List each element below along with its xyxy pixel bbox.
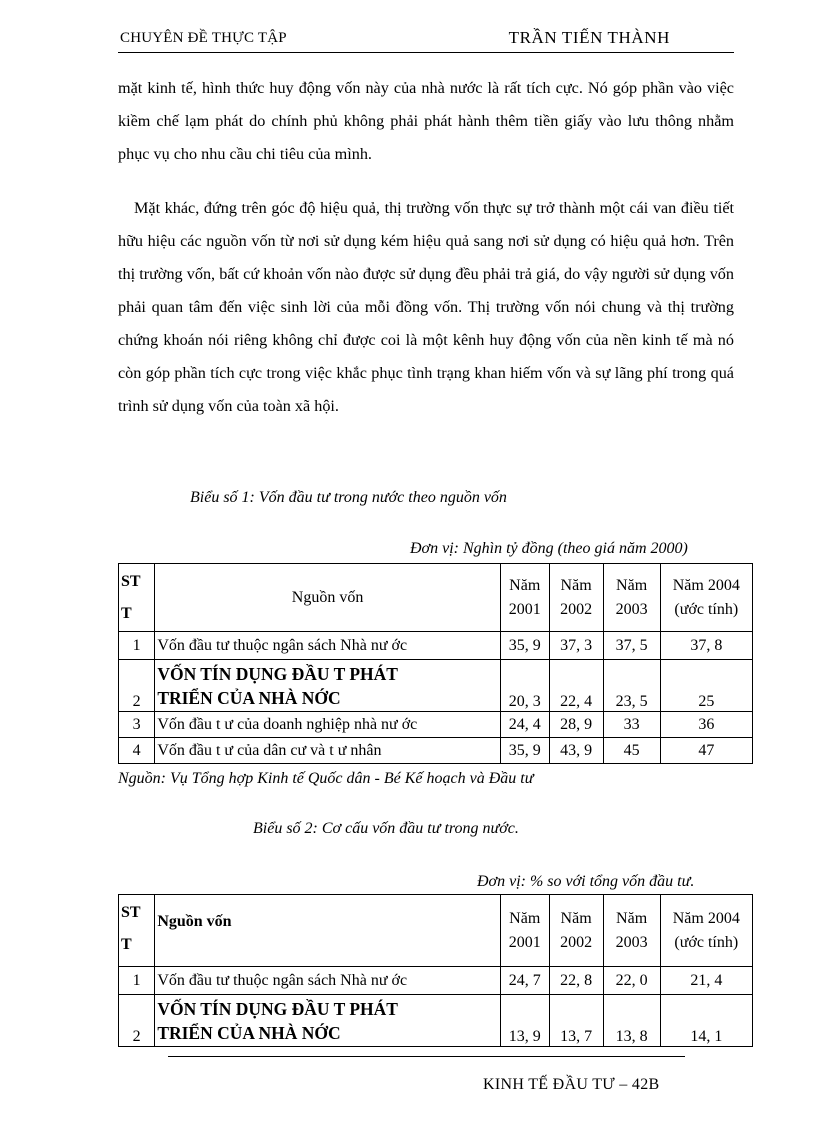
table2-caption: Biểu số 2: Cơ cấu vốn đầu tư trong nước.	[253, 820, 519, 837]
cell-stt: 4	[119, 738, 155, 764]
cell-value: 45	[603, 738, 660, 764]
cell-value: 25	[660, 660, 752, 712]
cell-source: VỐN TÍN DỤNG ĐẦU T PHÁT TRIỂN CỦA NHÀ NỚC	[155, 995, 501, 1047]
cell-value: 23, 5	[603, 660, 660, 712]
cell-stt: 2	[119, 995, 155, 1047]
cell-value: 13, 7	[549, 995, 603, 1047]
cell-source: Vốn đầu t ư của dân cư và t ư nhân	[155, 738, 501, 764]
cell-source: VỐN TÍN DỤNG ĐẦU T PHÁT TRIỂN CỦA NHÀ NỚC	[155, 660, 501, 712]
col-header-2001: Năm 2001	[500, 895, 549, 967]
cell-value: 43, 9	[549, 738, 603, 764]
table-row	[119, 632, 753, 660]
paragraph-2: Mặt khác, đứng trên góc độ hiệu quả, thị trường vốn thực sự trở thành một cái van điều tiết hữu hiệu các nguồn vốn từ nơi sử dụng kém hiệu quả sang nơi sử dụng có hiệu quả hơn. Trên thị trường vốn, bất cứ khoản vốn nào được sử dụng đều phải trả giá, do vậy người sử dụng vốn phải quan tâm đến việc sinh lời của mỗi đồng vốn. Thị trường vốn nói chung và thị trường chứng khoán nói riêng không chỉ được coi là một kênh huy động vốn của nền kinh tế mà nó còn góp phần tích cực trong việc khắc phục tình trạng khan hiếm vốn và sự lãng phí trong quá trình sử dụng vốn của toàn xã hội.	[118, 199, 734, 415]
cell-value: 37, 8	[660, 632, 752, 660]
col-header-2002: Năm 2002	[549, 895, 603, 967]
table-row	[119, 967, 753, 995]
table-header-row	[119, 564, 753, 632]
cell-value: 37, 3	[549, 632, 603, 660]
table-domestic-investment	[118, 563, 753, 764]
header-author: TRẦN TIẾN THÀNH	[508, 28, 670, 47]
col-header-stt: ST T	[119, 564, 155, 632]
col-header-source: Nguồn vốn	[155, 895, 501, 967]
cell-value: 37, 5	[603, 632, 660, 660]
cell-value: 47	[660, 738, 752, 764]
col-header-stt: ST T	[119, 895, 155, 967]
col-header-2004: Năm 2004 (ước tính)	[660, 564, 752, 632]
cell-value: 28, 9	[549, 712, 603, 738]
table-row	[119, 712, 753, 738]
cell-value: 33	[603, 712, 660, 738]
table-row	[119, 738, 753, 764]
cell-source: Vốn đầu tư thuộc ngân sách Nhà nư ớc	[155, 967, 501, 995]
footer-divider	[168, 1056, 685, 1057]
col-header-2001: Năm 2001	[500, 564, 549, 632]
cell-value: 13, 8	[603, 995, 660, 1047]
cell-source: Vốn đầu t ư của doanh nghiệp nhà nư ớc	[155, 712, 501, 738]
cell-value: 22, 0	[603, 967, 660, 995]
table-investment-structure	[118, 894, 753, 1047]
table-row	[119, 995, 753, 1047]
cell-value: 35, 9	[500, 738, 549, 764]
page-footer: KINH TẾ ĐẦU TƯ – 42B	[483, 1076, 660, 1093]
table1-caption: Biểu số 1: Vốn đầu tư trong nước theo nguồn vốn	[190, 489, 507, 506]
cell-stt: 2	[119, 660, 155, 712]
cell-value: 20, 3	[500, 660, 549, 712]
cell-stt: 1	[119, 967, 155, 995]
cell-value: 24, 7	[500, 967, 549, 995]
cell-value: 36	[660, 712, 752, 738]
cell-value: 22, 4	[549, 660, 603, 712]
cell-value: 13, 9	[500, 995, 549, 1047]
cell-value: 24, 4	[500, 712, 549, 738]
col-header-2003: Năm 2003	[603, 564, 660, 632]
table1-unit: Đơn vị: Nghìn tỷ đồng (theo giá năm 2000)	[410, 540, 688, 557]
table2-unit: Đơn vị: % so với tổng vốn đầu tư.	[477, 873, 695, 890]
cell-value: 21, 4	[660, 967, 752, 995]
table-row	[119, 660, 753, 712]
header-topic: CHUYÊN ĐỀ THỰC TẬP	[120, 30, 287, 46]
col-header-2002: Năm 2002	[549, 564, 603, 632]
cell-stt: 1	[119, 632, 155, 660]
cell-value: 14, 1	[660, 995, 752, 1047]
paragraph-1: mặt kinh tế, hình thức huy động vốn này của nhà nước là rất tích cực. Nó góp phần vào việc kiềm chế lạm phát do chính phủ không phải phát hành thêm tiền giấy vào lưu thông nhằm phục vụ cho nhu cầu chi tiêu của mình.	[118, 79, 734, 163]
table-header-row	[119, 895, 753, 967]
col-header-source: Nguồn vốn	[155, 564, 501, 632]
cell-value: 22, 8	[549, 967, 603, 995]
page-header	[118, 26, 734, 53]
cell-value: 35, 9	[500, 632, 549, 660]
cell-stt: 3	[119, 712, 155, 738]
col-header-2004: Năm 2004 (ước tính)	[660, 895, 752, 967]
table1-source-note: Nguồn: Vụ Tổng hợp Kinh tế Quốc dân - Bé Kế hoạch và Đầu tư	[118, 770, 534, 787]
cell-source: Vốn đầu tư thuộc ngân sách Nhà nư ớc	[155, 632, 501, 660]
col-header-2003: Năm 2003	[603, 895, 660, 967]
